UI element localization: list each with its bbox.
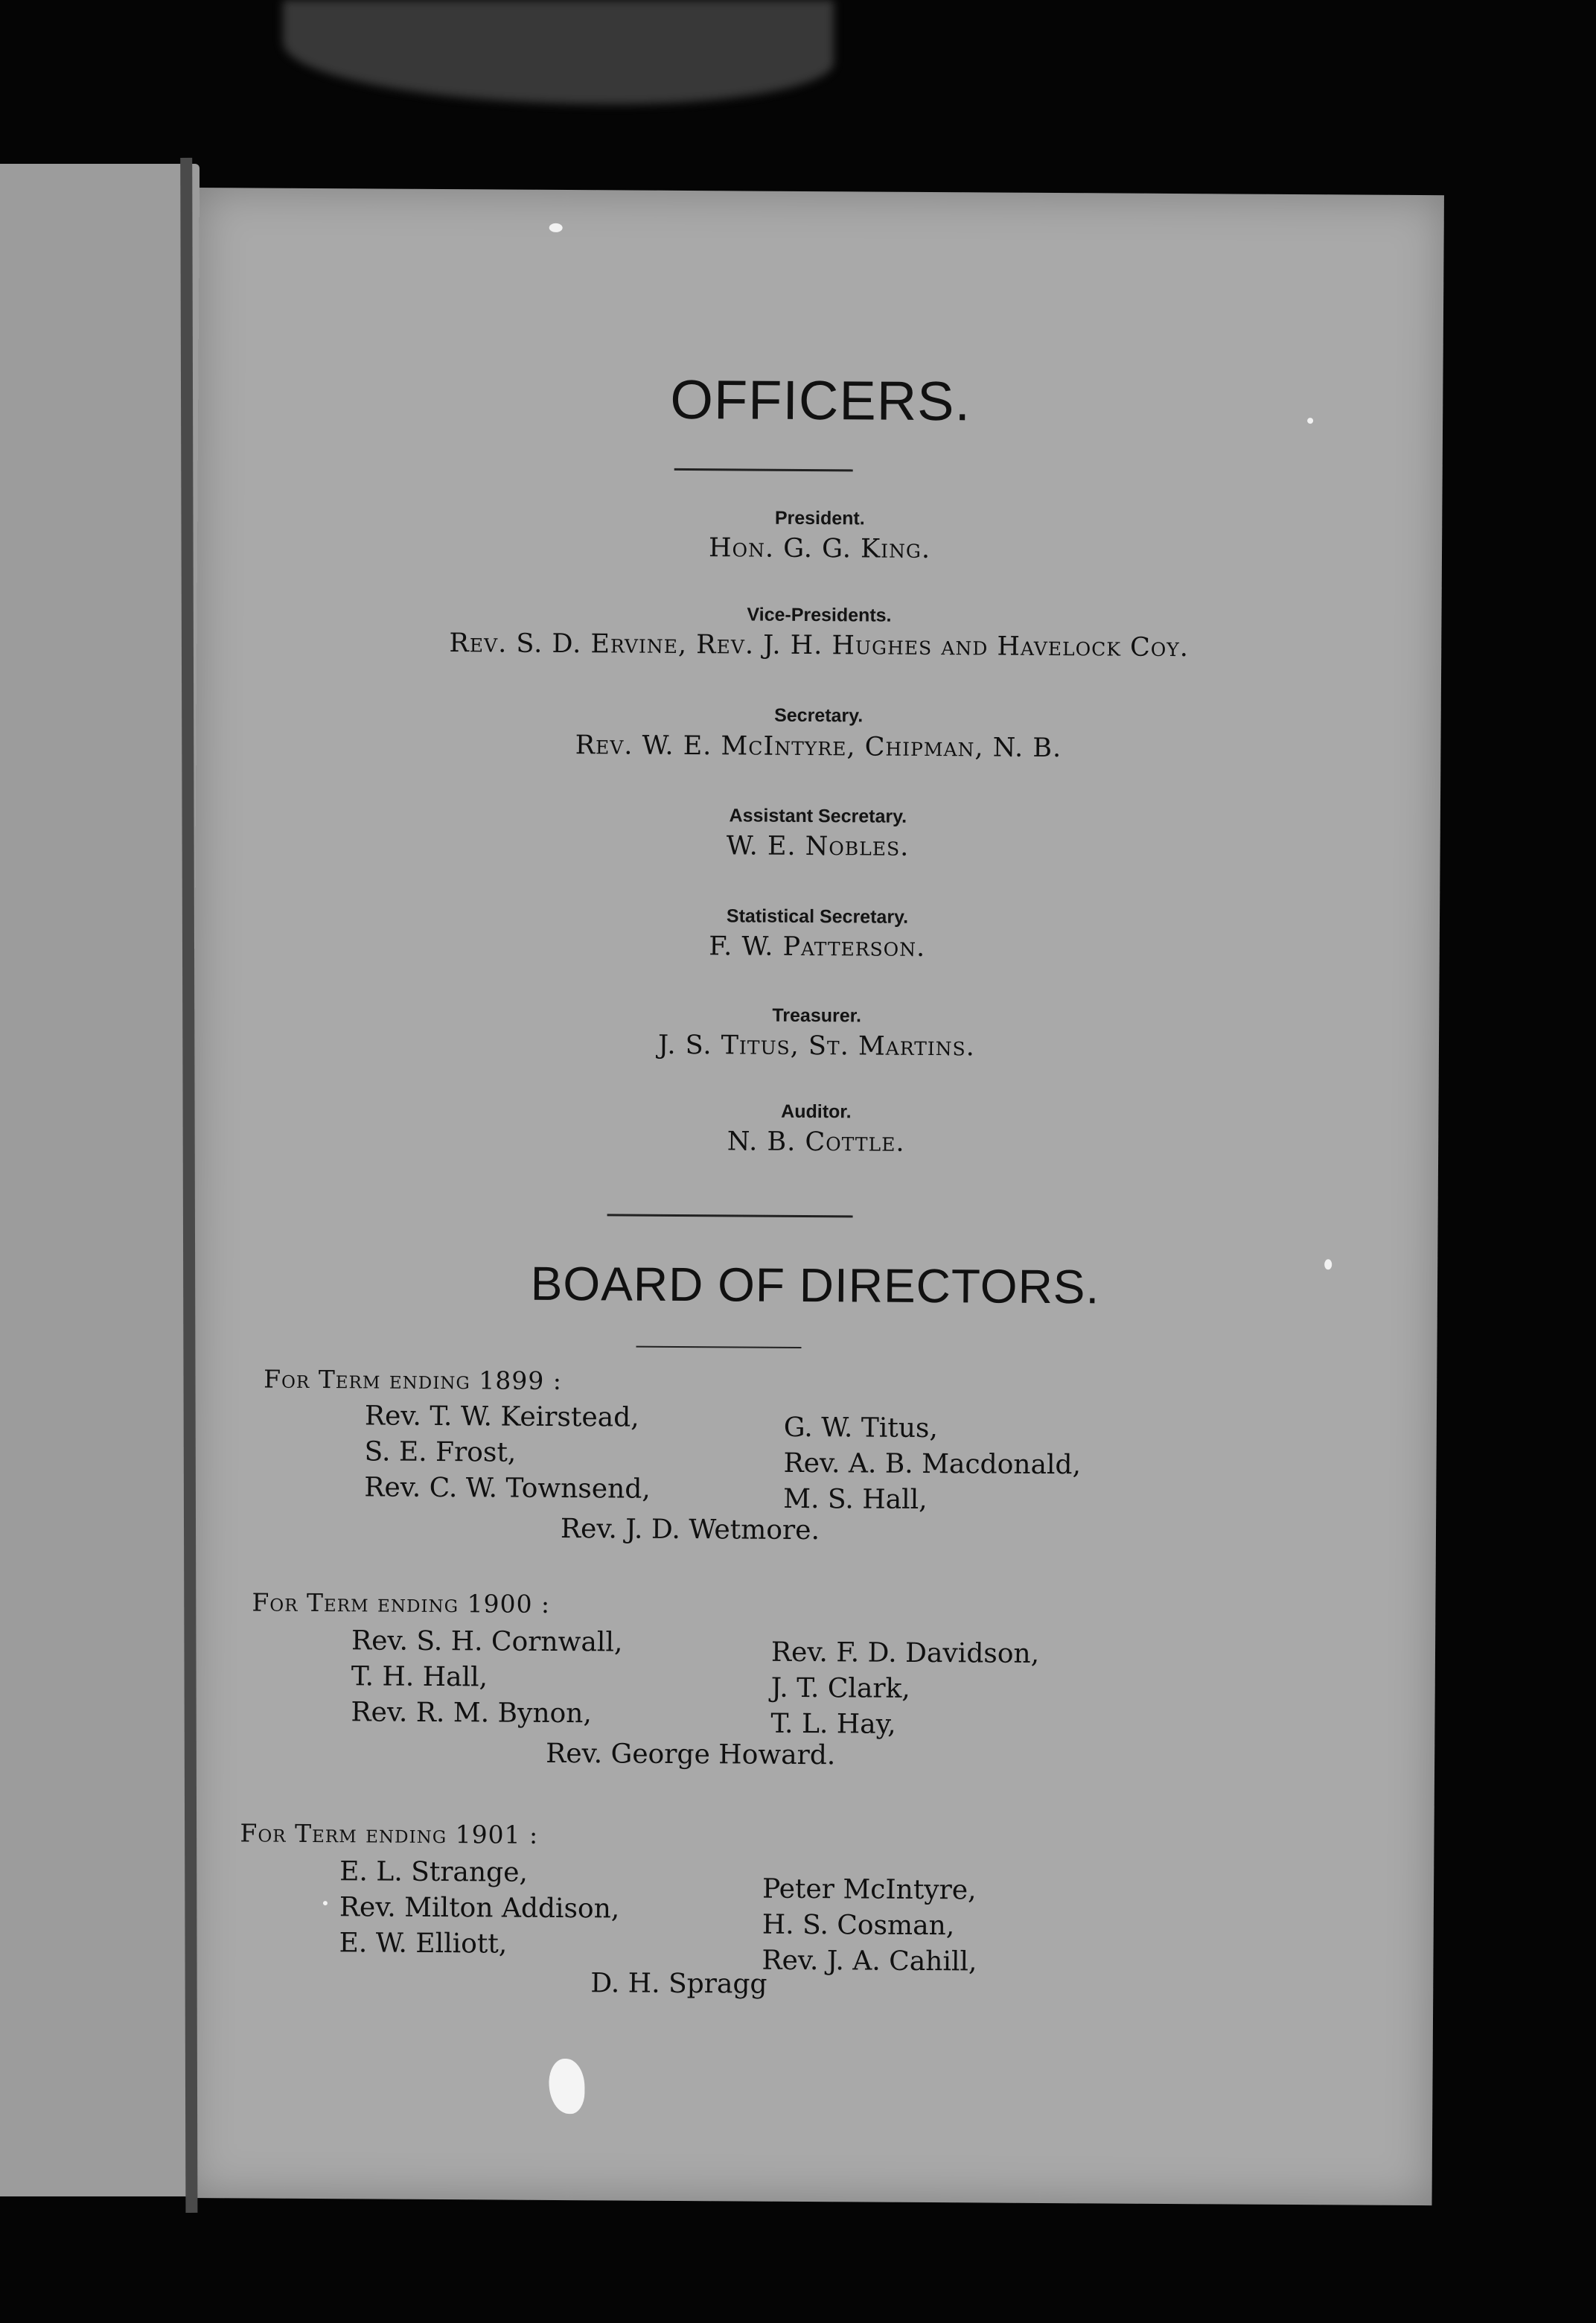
vice-presidents-names: Rev. S. D. Ervine, Rev. J. H. Hughes and Havelock Coy. [449, 628, 1190, 663]
term-1901-label: For Term ending 1901 : [240, 1818, 539, 1849]
auditor-label: Auditor. [781, 1100, 852, 1123]
statistical-secretary-name: F. W. Patterson. [709, 931, 926, 963]
officers-heading: OFFICERS. [670, 368, 971, 433]
term-1899-label: For Term ending 1899 : [264, 1364, 563, 1396]
director-name: Rev. S. H. Cornwall, [351, 1625, 623, 1658]
section-divider [607, 1214, 853, 1217]
scan-speck [323, 1901, 328, 1905]
director-name: Rev. J. D. Wetmore. [560, 1513, 820, 1546]
director-name: Rev. F. D. Davidson, [770, 1637, 1040, 1669]
officers-rule [674, 468, 853, 471]
board-heading: BOARD OF DIRECTORS. [530, 1256, 1100, 1314]
scan-speck [549, 223, 563, 232]
board-rule [636, 1346, 801, 1348]
director-name: M. S. Hall, [783, 1483, 928, 1516]
director-name: E. W. Elliott, [339, 1928, 508, 1960]
director-name: Rev. T. W. Keirstead, [364, 1401, 639, 1433]
treasurer-label: Treasurer. [772, 1004, 862, 1027]
president-name: Hon. G. G. King. [708, 533, 931, 565]
director-name: Peter McIntyre, [762, 1873, 977, 1906]
president-label: President. [774, 507, 865, 529]
director-name: S. E. Frost, [364, 1436, 517, 1468]
director-name: Rev. Milton Addison, [339, 1892, 620, 1925]
document-page [188, 188, 1444, 2205]
director-name: Rev. C. W. Townsend, [364, 1472, 651, 1505]
director-name: D. H. Spragg [590, 1968, 767, 2000]
term-1900-label: For Term ending 1900 : [252, 1587, 551, 1619]
assistant-secretary-label: Assistant Secretary. [729, 805, 907, 827]
scan-blot [549, 2059, 584, 2114]
director-name: Rev. J. A. Cahill, [762, 1945, 977, 1978]
director-name: H. S. Cosman, [762, 1909, 955, 1942]
statistical-secretary-label: Statistical Secretary. [726, 905, 909, 928]
treasurer-name: J. S. Titus, St. Martins. [657, 1030, 975, 1062]
assistant-secretary-name: W. E. Nobles. [726, 831, 910, 862]
auditor-name: N. B. Cottle. [727, 1127, 905, 1158]
director-name: J. T. Clark, [770, 1672, 910, 1704]
scan-edge-shadow [283, 0, 834, 104]
director-name: T. L. Hay, [770, 1708, 896, 1740]
secretary-label: Secretary. [774, 704, 864, 727]
director-name: Rev. R. M. Bynon, [351, 1697, 593, 1730]
director-name: E. L. Strange, [339, 1856, 529, 1888]
director-name: T. H. Hall, [351, 1661, 488, 1693]
vice-presidents-label: Vice-Presidents. [747, 604, 892, 626]
director-name: Rev. George Howard. [546, 1738, 836, 1771]
secretary-name: Rev. W. E. McIntyre, Chipman, N. B. [575, 730, 1062, 764]
director-name: G. W. Titus, [783, 1412, 939, 1444]
facing-page-edge [0, 164, 200, 2196]
director-name: Rev. A. B. Macdonald, [783, 1447, 1082, 1481]
